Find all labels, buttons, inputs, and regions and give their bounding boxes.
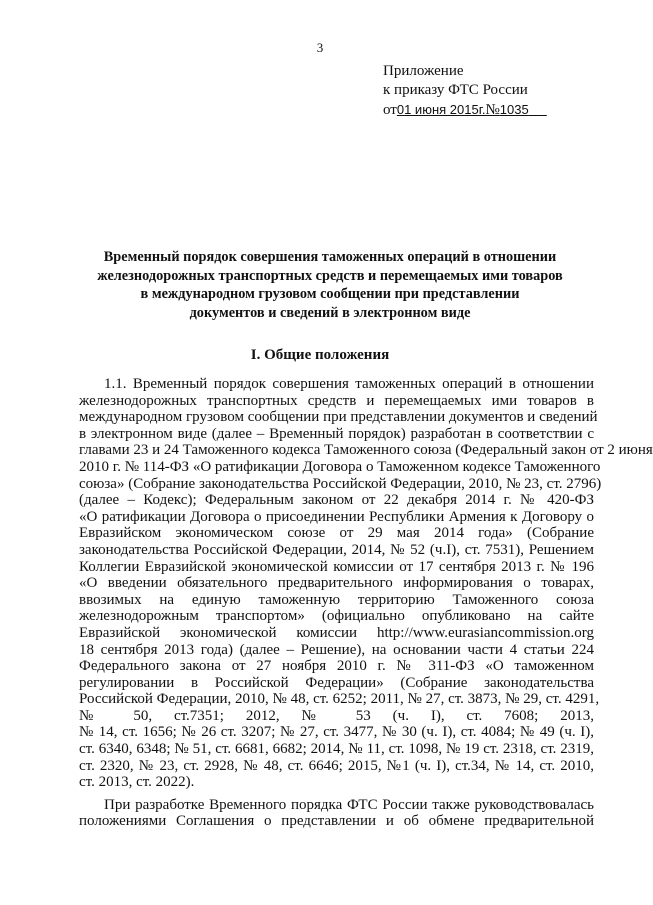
text-line: «О введении обязательного предварительного информирования о товарах,	[79, 575, 594, 592]
title-line: документов и сведений в электронном виде	[189, 304, 471, 321]
text-line: железнодорожным транспортом» (официально опубликовано на сайте	[79, 608, 594, 625]
document-title	[60, 248, 600, 322]
text-line: «О ратификации Договора о присоединении Республики Армения к Договору о	[79, 508, 594, 525]
appendix-label: Приложение	[383, 63, 464, 79]
appendix-number: 1035	[499, 102, 529, 117]
text-line: ввозимых на единую таможенную территорию Таможенного союза	[79, 591, 594, 608]
text-line: регулировании в Российской Федерации» (Собрание законодательства	[79, 674, 594, 691]
text-line: № 50, ст.7351; 2012, № 53 (ч. I), ст. 7608; 2013,	[79, 707, 594, 724]
text-line: международном грузовом сообщении при представлении документов и сведений	[79, 409, 598, 426]
text-line: Евразийском экономическом союзе от 29 мая 2014 года» (Собрание	[79, 525, 594, 542]
section-heading: I. Общие положения	[250, 347, 390, 363]
paragraph-2	[79, 797, 594, 830]
body-text	[79, 376, 653, 830]
text-line: 18 сентября 2013 года) (далее – Решение), на основании части 4 статьи 224	[79, 641, 594, 658]
text-line: Федерального закона от 27 ноября 2010 г. № 311-ФЗ «О таможенном	[79, 658, 594, 675]
title-line: железнодорожных транспортных средств и перемещаемых ими товаров	[97, 267, 563, 284]
text-line: ст. 6340, 6348; № 51, ст. 6681, 6682; 2014, № 11, ст. 1098, № 19 ст. 2318, ст. 2319,	[79, 741, 594, 758]
text-line: ст. 2013, ст. 2022).	[79, 774, 195, 791]
text-line: законодательства Российской Федерации, 2014, № 52 (ч.I), ст. 7531), Решением	[79, 541, 594, 558]
text-line: Коллегии Евразийской экономической комиссии от 17 сентября 2013 г. № 196	[79, 558, 594, 575]
appendix-date-prefix: от	[383, 102, 397, 118]
text-line: При разработке Временного порядка ФТС России также руководствовалась	[104, 796, 594, 813]
text-line: союза» (Собрание законодательства Российской Федерации, 2010, № 23, ст. 2796)	[79, 475, 602, 492]
page-number: 3	[316, 40, 324, 55]
title-line: Временный порядок совершения таможенных операций в отношении	[103, 249, 557, 265]
appendix-block	[383, 62, 547, 120]
text-line: 2010 г. № 114-ФЗ «О ратификации Договора о Таможенном кодексе Таможенного	[79, 458, 601, 475]
appendix-date-line	[383, 100, 547, 120]
paragraph-1	[79, 376, 653, 791]
appendix-date: 01 июня 2015г.	[396, 102, 486, 117]
appendix-order-ref: к приказу ФТС России	[383, 82, 528, 98]
text-line: Евразийской экономической комиссии http://www.eurasiancommission.org	[79, 624, 594, 641]
appendix-number-sign: №	[485, 102, 500, 118]
text-line: в электронном виде (далее – Временный порядок) разработан в соответствии с	[79, 425, 594, 442]
text-line: (далее – Кодекс); Федеральным законом от 22 декабря 2014 г. № 420-ФЗ	[79, 492, 594, 509]
text-line: ст. 2320, № 23, ст. 2928, № 48, ст. 6646; 2015, №1 (ч. I), ст.34, № 14, ст. 2010,	[79, 757, 594, 774]
title-line: в международном грузовом сообщении при представлении	[140, 286, 520, 302]
text-line: главами 23 и 24 Таможенного кодекса Таможенного союза (Федеральный закон от 2 июня	[79, 442, 653, 459]
text-line: железнодорожных транспортных средств и перемещаемых ими товаров в	[79, 392, 594, 409]
text-line: Российской Федерации, 2010, № 48, ст. 6252; 2011, № 27, ст. 3873, № 29, ст. 4291,	[79, 691, 600, 708]
text-line: № 14, ст. 1656; № 26 ст. 3207; № 27, ст. 3477, № 30 (ч. I), ст. 4084; № 49 (ч. I),	[79, 724, 594, 741]
text-line: 1.1. Временный порядок совершения таможенных операций в отношении	[104, 376, 594, 392]
text-line: положениями Соглашения о представлении и об обмене предварительной	[79, 813, 594, 830]
